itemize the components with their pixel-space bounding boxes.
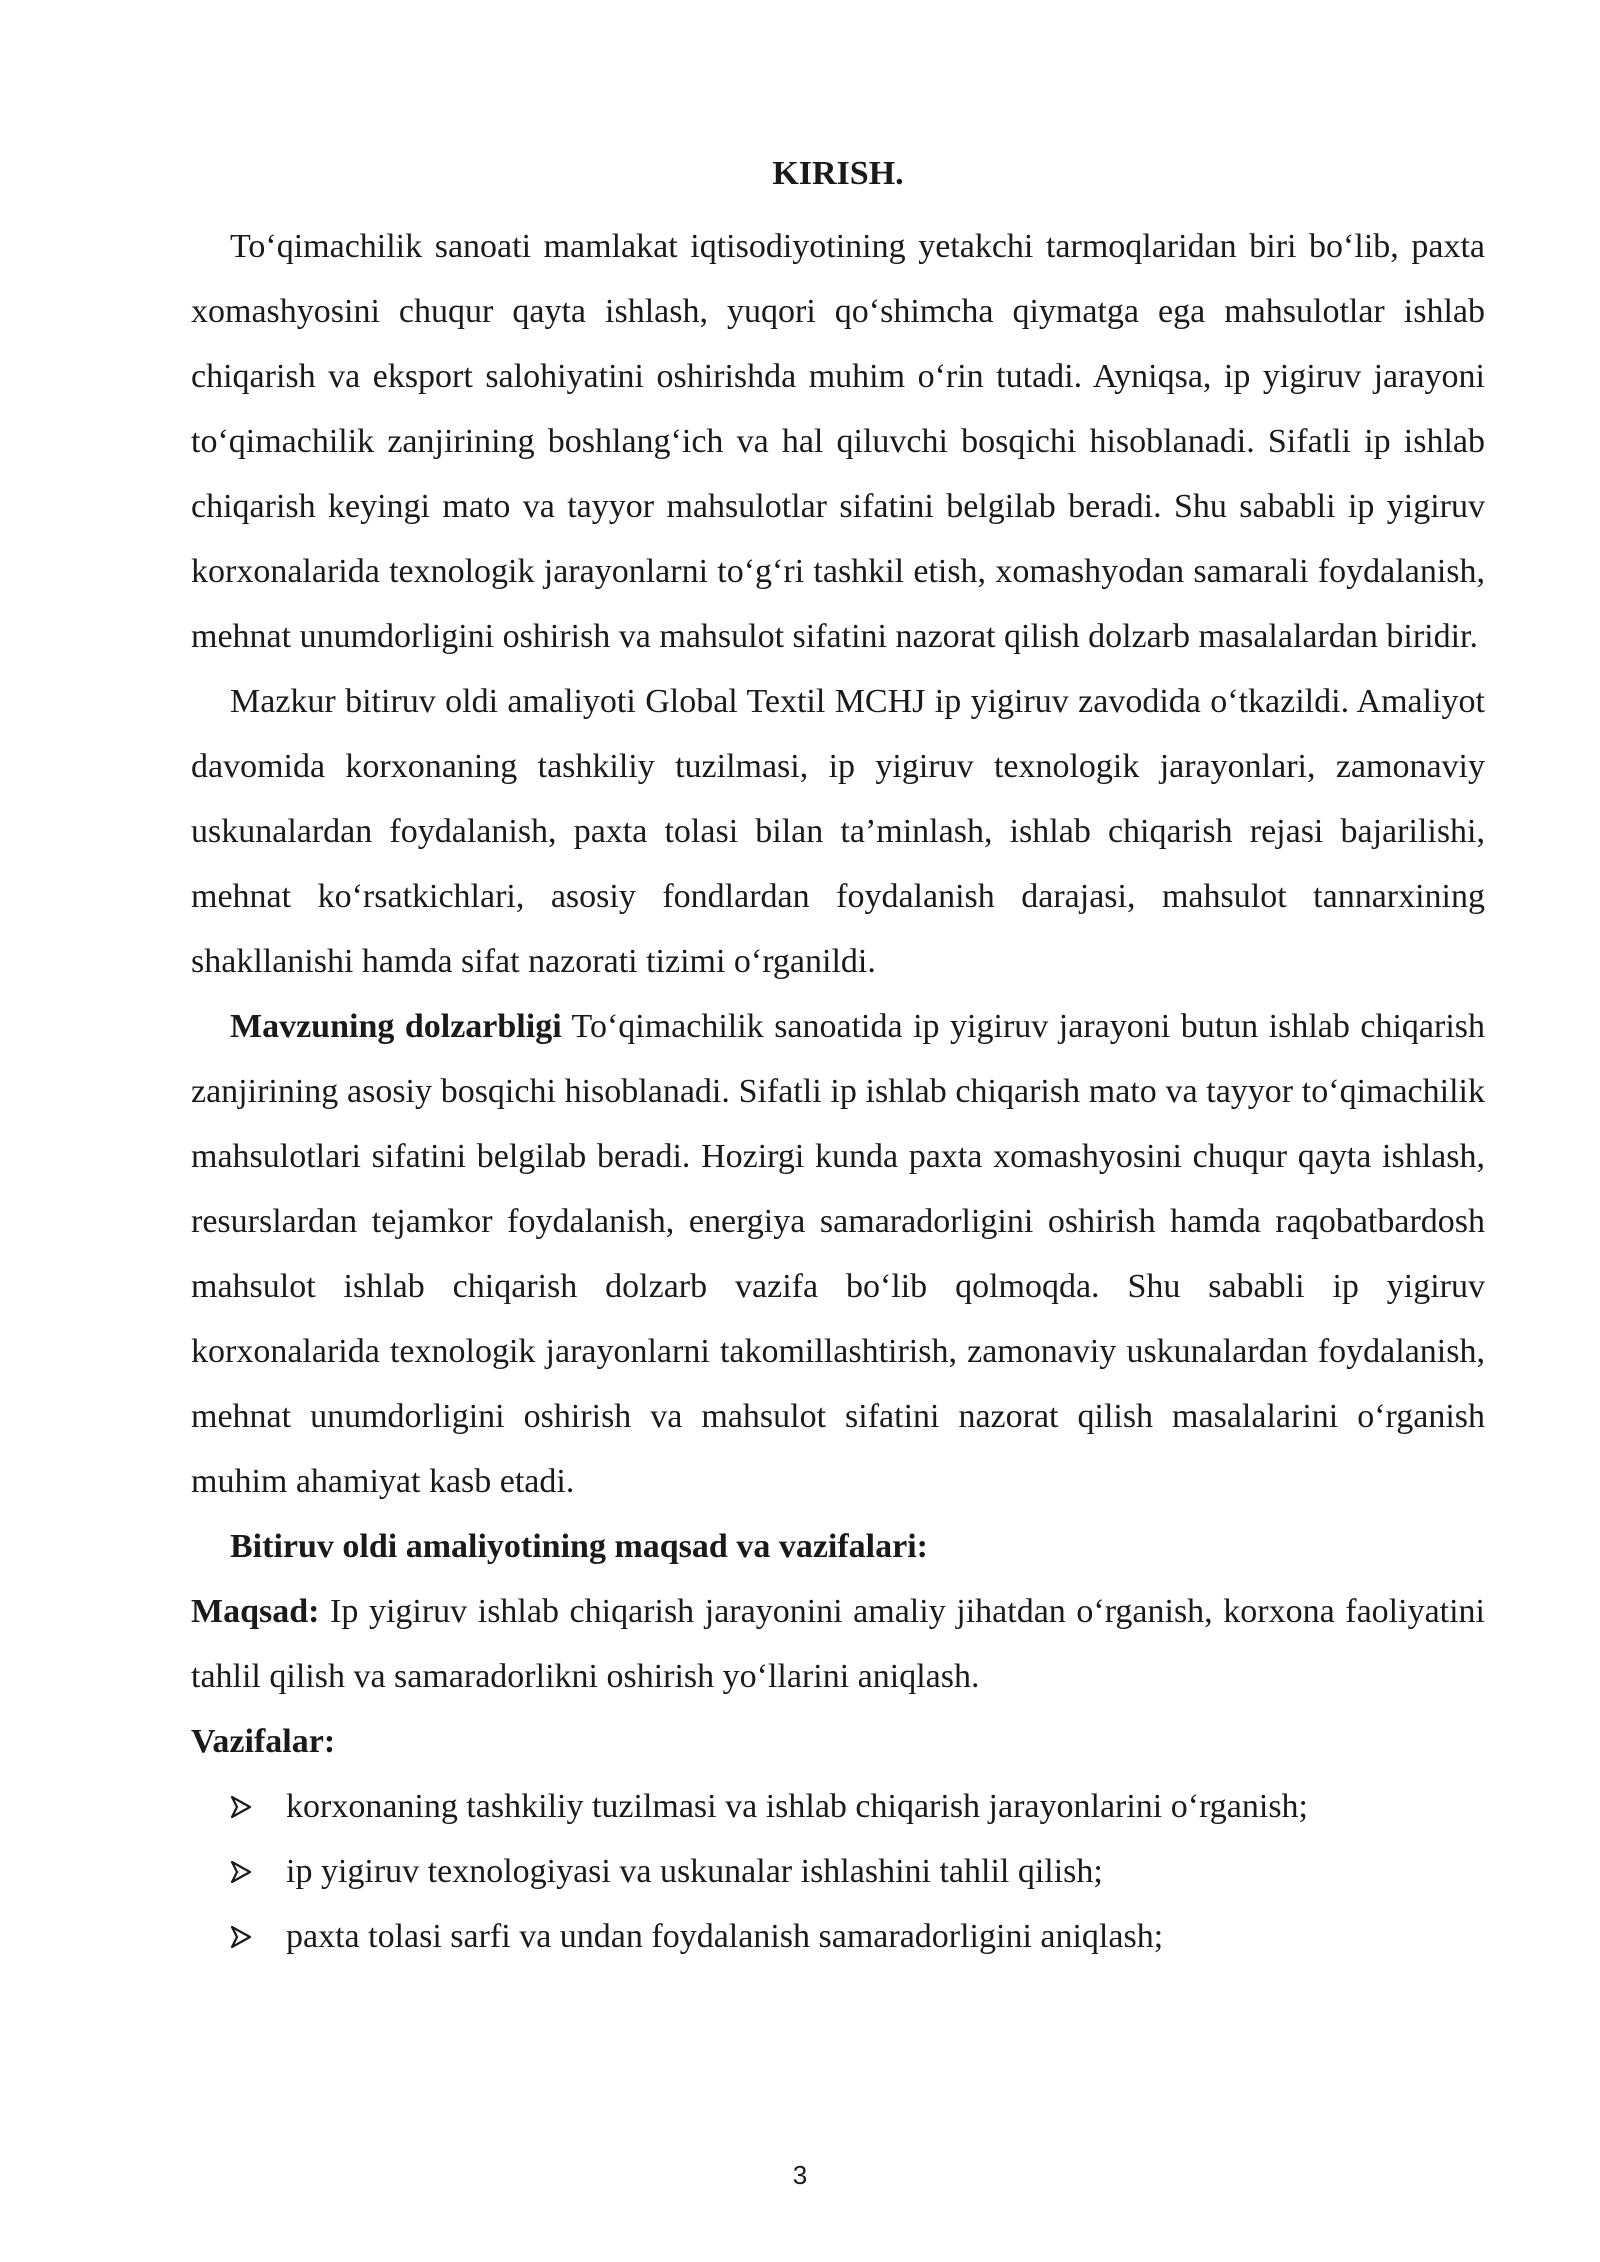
goal-label: Maqsad: (191, 1593, 320, 1630)
intro-paragraph: To‘qimachilik sanoati mamlakat iqtisodiyotining yetakchi tarmoqlaridan biri bo‘lib, paxta xomashyosini chuqur qayta ishlash, yuqori qo‘shimcha qiymatga ega mahsulotlar ishlab chiqarish va eksport salohiyatini oshirishda muhim o‘rin tutadi. Ayniqsa, ip yigiruv jarayoni to‘qimachilik zanjirining boshlang‘ich va hal qiluvchi bosqichi hisoblanadi. Sifatli ip ishlab chiqarish keyingi mato va tayyor mahsulotlar sifatini belgilab beradi. Shu sababli ip yigiruv korxonalarida texnologik jarayonlarni to‘g‘ri tashkil etish, xomashyodan samarali foydalanish, mehnat unumdorligini oshirish va mahsulot sifatini nazorat qilish dolzarb masalalardan biridir. (191, 228, 1485, 655)
relevance-paragraph (191, 994, 1485, 1514)
task-text: paxta tolasi sarfi va undan foydalanish samaradorligini aniqlash; (286, 1918, 1164, 1955)
practice-paragraph: Mazkur bitiruv oldi amaliyoti Global Textil MCHJ ip yigiruv zavodida o‘tkazildi. Amaliyot davomida korxonaning tashkiliy tuzilmasi, ip yigiruv texnologik jarayonlari, zamonaviy uskunalardan foydalanish, paxta tolasi bilan ta’minlash, ishlab chiqarish rejasi bajarilishi, mehnat ko‘rsatkichlari, asosiy fondlardan foydalanish darajasi, mahsulot tannarxining shakllanishi hamda sifat nazorati tizimi o‘rganildi. (191, 683, 1485, 980)
tasks-list (191, 1774, 1485, 1969)
goal-text: Ip yigiruv ishlab chiqarish jarayonini amaliy jihatdan o‘rganish, korxona faoliyatini tahlil qilish va samaradorlikni oshirish yo‘llarini aniqlash. (191, 1593, 1485, 1695)
goal-paragraph (191, 1579, 1485, 1709)
page-content (191, 150, 1485, 1969)
task-item (191, 1839, 1485, 1904)
page-number: 3 (792, 2160, 808, 2190)
relevance-text: To‘qimachilik sanoatida ip yigiruv jarayoni butun ishlab chiqarish zanjirining asosiy bosqichi hisoblanadi. Sifatli ip ishlab chiqarish mato va tayyor to‘qimachilik mahsulotlari sifatini belgilab beradi. Hozirgi kunda paxta xomashyosini chuqur qayta ishlash, resurslardan tejamkor foydalanish, energiya samaradorligini oshirish hamda raqobatbardosh mahsulot ishlab chiqarish dolzarb vazifa bo‘lib qolmoqda. Shu sababli ip yigiruv korxonalarida texnologik jarayonlarni takomillashtirish, zamonaviy uskunalardan foydalanish, mehnat unumdorligini oshirish va mahsulot sifatini nazorat qilish masalalarini o‘rganish muhim ahamiyat kasb etadi. (191, 1008, 1485, 1500)
arrowhead-bullet-icon (230, 1839, 260, 1904)
arrowhead-bullet-icon (230, 1774, 260, 1839)
goals-heading: Bitiruv oldi amaliyotining maqsad va vazifalari: (230, 1528, 928, 1565)
relevance-heading: Mavzuning dolzarbligi (230, 1008, 562, 1045)
page-title: KIRISH. (772, 155, 904, 192)
task-item (191, 1774, 1485, 1839)
tasks-label: Vazifalar: (191, 1723, 336, 1760)
task-item (191, 1904, 1485, 1969)
arrowhead-bullet-icon (230, 1904, 260, 1969)
task-text: ip yigiruv texnologiyasi va uskunalar ishlashini tahlil qilish; (286, 1853, 1103, 1890)
task-text: korxonaning tashkiliy tuzilmasi va ishlab chiqarish jarayonlarini o‘rganish; (286, 1788, 1308, 1825)
